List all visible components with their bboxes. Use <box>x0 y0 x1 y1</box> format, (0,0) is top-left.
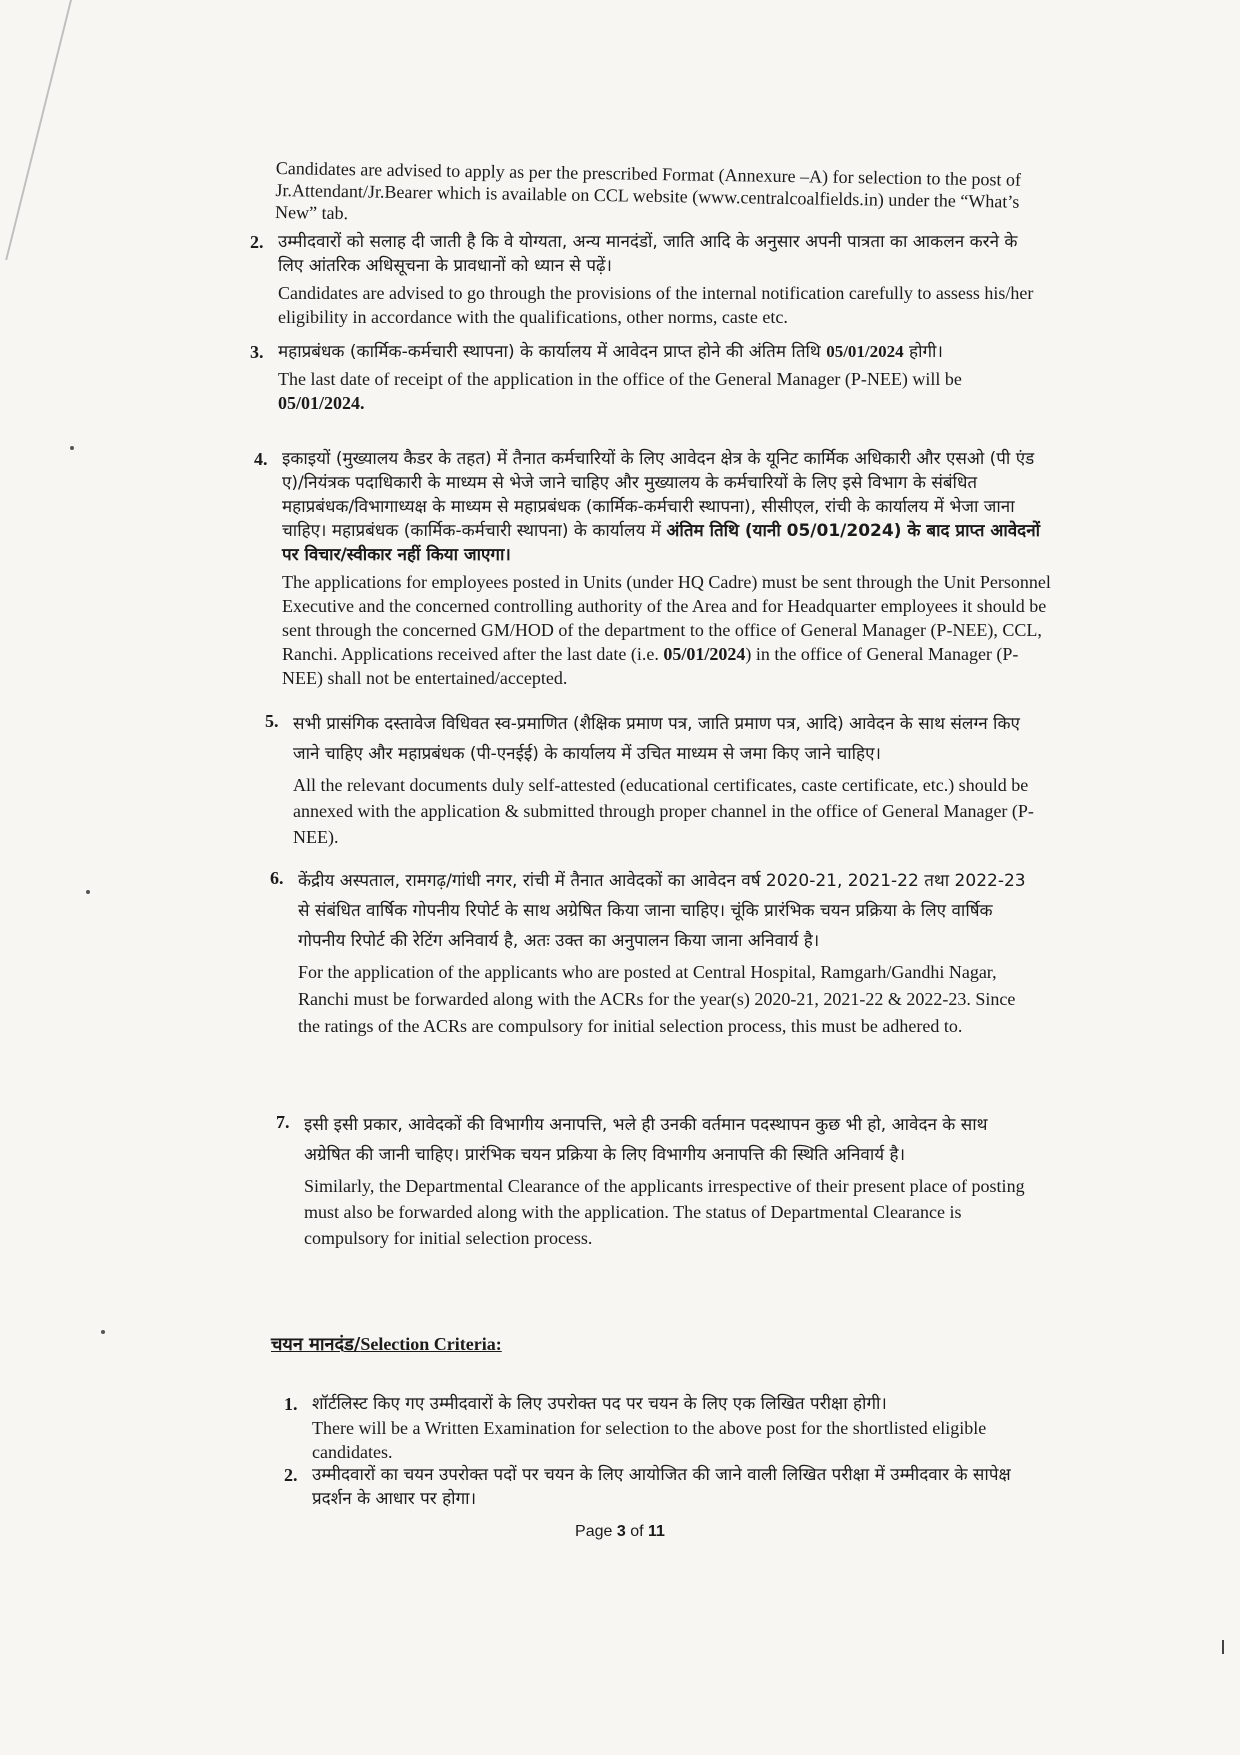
selection-list-item <box>284 1392 1050 1464</box>
selection-list-item <box>284 1463 1050 1511</box>
heading-english: Selection Criteria: <box>360 1334 502 1354</box>
page-footer <box>0 1523 1240 1541</box>
list-item <box>250 340 1046 415</box>
list-item <box>265 709 1039 850</box>
item-hindi-text: शॉर्टलिस्ट किए गए उम्मीदवारों के लिए उपरोक्त पद पर चयन के लिए एक लिखित परीक्षा होगी। <box>312 1394 887 1414</box>
item-number: 5. <box>265 711 279 731</box>
item-english-text <box>278 367 1046 415</box>
item-hindi-text <box>278 340 1046 364</box>
item-number: 1. <box>284 1394 298 1414</box>
english-text-part: The applications for employees posted in Units (under HQ Cadre) must be sent through the Unit Personnel Executive and the concerned controlling authority of the Area and for Headquarter employees it should be sent through the concerned GM/HOD of the department to the office of General Manager (P-NEE), CCL, Ranchi. Applications received after the last date (i.e. <box>282 572 1051 664</box>
item-hindi-text: केंद्रीय अस्पताल, रामगढ़/गांधी नगर, रांची में तैनात आवेदकों का आवेदन वर्ष 2020-21, 2021-22 तथा 2022-23 से संबंधित वार्षिक गोपनीय रिपोर्ट के साथ अग्रेषित किया जाना चाहिए। चूंकि प्रारंभिक चयन प्रक्रिया के लिए वार्षिक गोपनीय रिपोर्ट की रेटिंग अनिवार्य है, अतः उक्त का अनुपालन किया जाना अनिवार्य है। <box>298 871 1026 951</box>
item-english-text: Similarly, the Departmental Clearance of the applicants irrespective of their present place of posting must also be forwarded along with the application. The status of Departmental Clearance is compulsory for initial selection process. <box>304 1176 1025 1248</box>
heading-hindi: चयन मानदंड/ <box>271 1334 361 1355</box>
item-number: 6. <box>270 868 284 888</box>
item-number: 4. <box>254 449 268 469</box>
list-item <box>270 866 1038 1040</box>
item-hindi-text: उम्मीदवारों को सलाह दी जाती है कि वे योग्यता, अन्य मानदंडों, जाति आदि के अनुसार अपनी पात्रता का आकलन करने के लिए आंतरिक अधिसूचना के प्रावधानों को ध्यान से पढ़ें। <box>278 232 1018 276</box>
english-text-part: The last date of receipt of the application in the office of the General Manager (P-NEE) will be <box>278 369 962 389</box>
hindi-text-part: इकाइयों (मुख्यालय कैडर के तहत) में तैनात कर्मचारियों के लिए आवेदन क्षेत्र के यूनिट कार्मिक अधिकारी और एसओ (पी एंड ए)/नियंत्रक पदाधिकारी के माध्यम से भेजे जाने चाहिए और मुख्यालय के कर्मचारियों के लिए इसे विभाग के संबंधित महाप्रबंधक/विभागाध्यक्ष के माध्यम से महाप्रबंधक (कार्मिक-कर्मचारी स्थापना), सीसीएल, रांची के कार्यालय में भेजा जाना चाहिए। महाप्रबंधक (कार्मिक-कर्मचारी स्थापना) के कार्यालय में <box>282 449 1035 541</box>
list-item <box>276 1110 1038 1251</box>
intro-paragraph: Candidates are advised to apply as per the prescribed Format (Annexure –A) for selection to the post of Jr.Attendant/Jr.Bearer which is available on CCL website (www.centralcoalfields.in) under the “What’s New” tab. <box>274 157 1022 224</box>
deadline-date: 05/01/2024. <box>278 393 365 413</box>
item-number: 2. <box>284 1465 298 1485</box>
hindi-text-part: महाप्रबंधक (कार्मिक-कर्मचारी स्थापना) के कार्यालय में आवेदन प्राप्त होने की अंतिम तिथि <box>278 342 827 362</box>
item-english-text: There will be a Written Examination for selection to the above post for the shortlisted eligible candidates. <box>312 1418 987 1462</box>
deadline-date: 05/01/2024 <box>826 342 904 361</box>
item-hindi-text: सभी प्रासंगिक दस्तावेज विधिवत स्व-प्रमाणित (शैक्षिक प्रमाण पत्र, जाति प्रमाण पत्र, आदि) आवेदन के साथ संलग्न किए जाने चाहिए और महाप्रबंधक (पी-एनईई) के कार्यालय में उचित माध्यम से जमा किए जाने चाहिए। <box>293 714 1020 764</box>
page-label: Page <box>575 1523 613 1540</box>
item-english-text <box>282 570 1052 690</box>
list-item <box>250 230 1046 329</box>
scan-edge-line <box>5 0 152 260</box>
item-english-text: Candidates are advised to go through the provisions of the internal notification carefully to assess his/her eligibility in accordance with the qualifications, other norms, caste etc. <box>278 283 1034 327</box>
item-hindi-text <box>282 447 1052 567</box>
scan-mark <box>1222 1640 1224 1654</box>
scan-speck <box>70 446 74 450</box>
list-item <box>254 447 1052 690</box>
item-number: 3. <box>250 342 264 362</box>
item-hindi-text: उम्मीदवारों का चयन उपरोक्त पदों पर चयन के लिए आयोजित की जाने वाली लिखित परीक्षा में उम्मीदवार के सापेक्ष प्रदर्शन के आधार पर होगा। <box>312 1465 1011 1509</box>
scan-speck <box>101 1330 105 1334</box>
page-current: 3 <box>616 1523 626 1540</box>
hindi-text-part: होगी। <box>903 342 943 362</box>
item-english-text: All the relevant documents duly self-attested (educational certificates, caste certificate, etc.) should be annexed with the application & submitted through proper channel in the office of General Manager (P-NEE). <box>293 775 1034 847</box>
english-text-part: ) in the office of General Manager (P-NEE) shall not be entertained/accepted. <box>282 644 1019 688</box>
scan-speck <box>86 890 90 894</box>
item-english-text: For the application of the applicants who are posted at Central Hospital, Ramgarh/Gandhi Nagar, Ranchi must be forwarded along with the ACRs for the year(s) 2020-21, 2021-22 & 2022-23. Since the ratings of the ACRs are compulsory for initial selection process, this must be adhered to. <box>298 962 1016 1036</box>
page-of: of <box>630 1523 644 1540</box>
item-number: 7. <box>276 1112 290 1132</box>
selection-criteria-heading <box>271 1332 502 1356</box>
item-number: 2. <box>250 232 264 252</box>
hindi-bold-text: अंतिम तिथि (यानी 05/01/2024) के बाद प्राप्त आवेदनों पर विचार/स्वीकार नहीं किया जाएगा। <box>282 521 1041 565</box>
deadline-date: 05/01/2024 <box>663 644 746 664</box>
page-total: 11 <box>648 1523 665 1540</box>
item-hindi-text: इसी इसी प्रकार, आवेदकों की विभागीय अनापत्ति, भले ही उनकी वर्तमान पदस्थापन कुछ भी हो, आवेदन के साथ अग्रेषित की जानी चाहिए। प्रारंभिक चयन प्रक्रिया के लिए विभागीय अनापत्ति की स्थिति अनिवार्य है। <box>304 1115 988 1165</box>
